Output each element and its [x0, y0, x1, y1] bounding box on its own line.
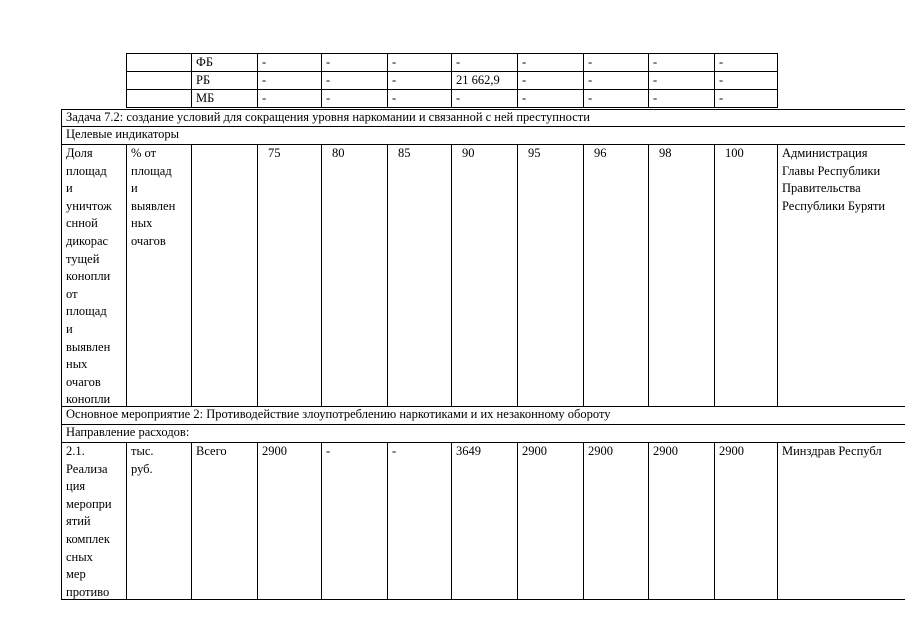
indicators-label: Целевые индикаторы	[66, 127, 180, 141]
indicator-unit-line: площад	[131, 163, 172, 178]
indicator-responsible-line: Администрация	[782, 146, 868, 160]
expense-name-line: меропри	[66, 496, 112, 511]
expense-name-line: сных	[66, 549, 93, 564]
indicator-name-line: дикорас	[66, 233, 109, 248]
expense-name-line: мер	[66, 567, 86, 582]
expense-unit-line: руб.	[131, 461, 153, 476]
funding-value: -	[326, 73, 331, 87]
indicator-value: 75	[268, 146, 281, 160]
indicator-value-cell	[387, 144, 452, 407]
indicator-value: 100	[725, 146, 744, 160]
funding-value: -	[719, 91, 724, 105]
funding-value: -	[262, 55, 267, 69]
funding-value-cell	[387, 53, 452, 72]
funding-source: ФБ	[196, 55, 214, 69]
funding-value-cell	[714, 89, 778, 108]
indicator-responsible-line: Республики Буряти	[782, 198, 886, 213]
funding-source: МБ	[196, 91, 215, 105]
indicators-row	[61, 126, 905, 145]
expense-value: -	[326, 444, 331, 458]
funding-blank-cell	[126, 89, 192, 108]
funding-value-cell	[648, 89, 715, 108]
expense-source: Всего	[196, 444, 227, 458]
indicator-unit-line: % от	[131, 146, 157, 160]
indicator-name-line: и	[66, 181, 73, 196]
expense-value: 2900	[588, 444, 613, 458]
expense-unit-cell	[126, 442, 192, 600]
expense-value-cell	[517, 442, 584, 600]
indicator-unit-line: ных	[131, 216, 153, 231]
funding-value: -	[392, 55, 397, 69]
funding-value-cell	[321, 71, 388, 90]
expense-value-cell	[321, 442, 388, 600]
expense-value: 2900	[719, 444, 744, 458]
expense-responsible: Минздрав Республ	[782, 444, 882, 458]
funding-value: -	[262, 73, 267, 87]
indicator-name-line: конопли	[66, 392, 111, 407]
indicator-value: 95	[528, 146, 541, 160]
indicator-value: 96	[594, 146, 607, 160]
funding-value-cell	[517, 71, 584, 90]
direction-row	[61, 424, 905, 443]
indicator-name-line: площад	[66, 304, 107, 319]
indicator-value-cell	[648, 144, 715, 407]
indicator-name-line: конопли	[66, 269, 111, 284]
funding-value: -	[456, 55, 461, 69]
funding-source-cell	[191, 71, 258, 90]
funding-value: -	[653, 55, 658, 69]
funding-value-cell	[714, 71, 778, 90]
funding-value-cell	[451, 53, 518, 72]
expense-value-cell	[583, 442, 649, 600]
funding-value-cell	[714, 53, 778, 72]
expense-source-cell	[191, 442, 258, 600]
indicator-name-line: ных	[66, 357, 88, 372]
funding-value-cell	[583, 71, 649, 90]
funding-source: РБ	[196, 73, 211, 87]
funding-value-cell	[257, 71, 322, 90]
funding-value-cell	[648, 71, 715, 90]
indicator-value-cell	[583, 144, 649, 407]
indicator-value-cell	[517, 144, 584, 407]
indicator-value: 98	[659, 146, 672, 160]
indicator-name-cell	[61, 144, 127, 407]
expense-value-cell	[714, 442, 778, 600]
indicator-value: 90	[462, 146, 475, 160]
indicator-name-line: Доля	[66, 146, 93, 160]
main-event-title: Основное мероприятие 2: Противодействие злоупотреблению наркотиками и их незаконному обороту	[66, 407, 611, 421]
expense-value-cell	[451, 442, 518, 600]
funding-value: -	[522, 73, 527, 87]
funding-value: -	[653, 91, 658, 105]
indicator-value-cell	[257, 144, 322, 407]
funding-value-cell	[257, 89, 322, 108]
indicator-source-cell	[191, 144, 258, 407]
funding-value: -	[326, 55, 331, 69]
funding-value: -	[588, 55, 593, 69]
funding-value: -	[456, 91, 461, 105]
direction-label: Направление расходов:	[66, 425, 190, 439]
funding-value: -	[326, 91, 331, 105]
main-event-row	[61, 406, 905, 425]
expense-value-cell	[387, 442, 452, 600]
indicator-value: 85	[398, 146, 411, 160]
funding-value: -	[522, 55, 527, 69]
indicator-unit-cell	[126, 144, 192, 407]
expense-name-line: Реализа	[66, 461, 108, 476]
funding-value: -	[522, 91, 527, 105]
funding-value-cell	[257, 53, 322, 72]
funding-blank-cell	[126, 53, 192, 72]
funding-value: -	[392, 91, 397, 105]
funding-value: -	[719, 73, 724, 87]
indicator-value: 80	[332, 146, 345, 160]
expense-value: 2900	[262, 444, 287, 458]
expense-value-cell	[648, 442, 715, 600]
indicator-value-cell	[321, 144, 388, 407]
funding-value-cell	[517, 53, 584, 72]
funding-value: -	[719, 55, 724, 69]
funding-value-cell	[583, 89, 649, 108]
indicator-unit-line: выявлен	[131, 198, 176, 213]
indicator-value-cell	[714, 144, 778, 407]
indicator-responsible-line: Правительства	[782, 181, 861, 196]
expense-value: 2900	[522, 444, 547, 458]
funding-value-cell	[321, 89, 388, 108]
expense-name-line: ятий	[66, 514, 91, 529]
expense-name-line: ция	[66, 479, 86, 494]
expense-value: -	[392, 444, 397, 458]
funding-source-cell	[191, 89, 258, 108]
funding-value-cell	[583, 53, 649, 72]
indicator-value-cell	[451, 144, 518, 407]
indicator-name-line: и	[66, 321, 73, 336]
indicator-name-line: от	[66, 286, 78, 301]
indicator-name-line: снной	[66, 216, 98, 231]
expense-name-line: 2.1.	[66, 444, 85, 458]
expense-value-cell	[257, 442, 322, 600]
funding-blank-cell	[126, 71, 192, 90]
funding-value: -	[392, 73, 397, 87]
indicator-name-line: уничтож	[66, 198, 112, 213]
funding-source-cell	[191, 53, 258, 72]
funding-value-cell	[387, 89, 452, 108]
task-title-row	[61, 109, 905, 127]
funding-value-cell	[648, 53, 715, 72]
task-title: Задача 7.2: создание условий для сокращения уровня наркомании и связанной с ней преступности	[66, 110, 590, 124]
funding-value-cell	[451, 71, 518, 90]
funding-value-cell	[451, 89, 518, 108]
indicator-name-line: очагов	[66, 374, 101, 389]
funding-value: -	[588, 73, 593, 87]
funding-value: -	[588, 91, 593, 105]
expense-responsible-cell	[777, 442, 905, 600]
expense-value: 3649	[456, 444, 481, 458]
indicator-unit-line: очагов	[131, 233, 166, 248]
indicator-name-line: выявлен	[66, 339, 111, 354]
indicator-responsible-line: Главы Республики	[782, 163, 881, 178]
indicator-name-line: площад	[66, 163, 107, 178]
expense-name-line: комплек	[66, 531, 110, 546]
expense-name-cell	[61, 442, 127, 600]
indicator-unit-line: и	[131, 181, 138, 196]
funding-value: 21 662,9	[456, 73, 500, 87]
funding-value-cell	[387, 71, 452, 90]
expense-value: 2900	[653, 444, 678, 458]
expense-name-line: противо	[66, 584, 110, 599]
indicator-responsible-cell	[777, 144, 905, 407]
funding-value: -	[653, 73, 658, 87]
funding-value-cell	[517, 89, 584, 108]
funding-value-cell	[321, 53, 388, 72]
expense-unit-line: тыс.	[131, 444, 154, 458]
indicator-name-line: тущей	[66, 251, 100, 266]
funding-value: -	[262, 91, 267, 105]
